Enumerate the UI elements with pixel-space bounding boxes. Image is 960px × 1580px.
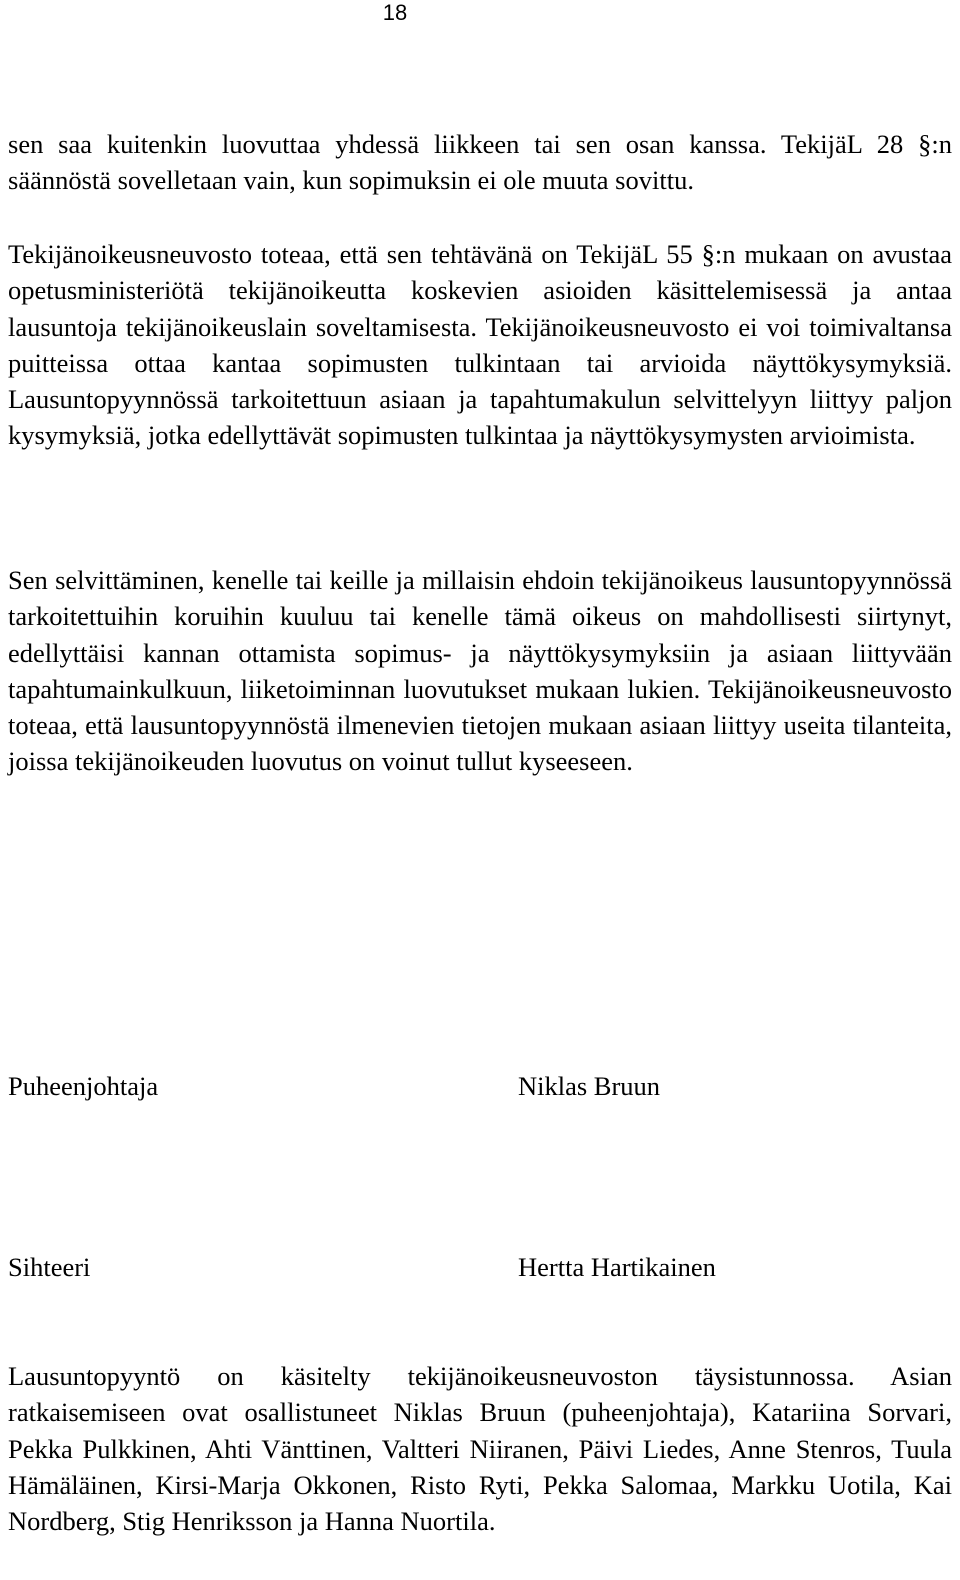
chairperson-role: Puheenjohtaja <box>8 1071 159 1101</box>
paragraph-2: Tekijänoikeusneuvosto toteaa, että sen tehtävänä on TekijäL 55 §:n mukaan on avustaa opetusministeriötä tekijänoikeutta koskevien asioiden käsittelemisessä ja antaa lausuntoja tekijänoikeuslain soveltamisesta. Tekijänoikeusneuvosto ei voi toimivaltansa puitteissa ottaa kantaa sopimusten tulkintaan tai arvioida näyttökysymyksiä. Lausuntopyynnössä tarkoitettuun asiaan ja tapahtumakulun selvittelyyn liittyy paljon kysymyksiä, jotka edellyttävät sopimusten tulkintaa ja näyttökysymysten arvioimista. <box>8 239 952 451</box>
secretary-role: Sihteeri <box>8 1252 91 1282</box>
paragraph-3: Sen selvittäminen, kenelle tai keille ja millaisin ehdoin tekijänoikeus lausuntopyynnössä tarkoitettuihin koruihin kuuluu tai kenelle tämä oikeus on mahdollisesti siirtynyt, edellyttäisi kannan ottamista sopimus- ja näyttökysymyksiin ja asiaan liittyvään tapahtumainkulkuun, liiketoiminnan luovutukset mukaan lukien. Tekijänoikeusneuvosto toteaa, että lausuntopyynnöstä ilmenevien tietojen mukaan asiaan liittyy useita tilanteita, joissa tekijänoikeuden luovutus on voinut tullut kyseeseen. <box>8 565 952 777</box>
closing-paragraph: Lausuntopyyntö on käsitelty tekijänoikeusneuvoston täysistunnossa. Asian ratkaisemiseen ovat osallistuneet Niklas Bruun (puheenjohtaja), Katariina Sorvari, Pekka Pulkkinen, Ahti Vänttinen, Valtteri Niiranen, Päivi Liedes, Anne Stenros, Tuula Hämäläinen, Kirsi-Marja Okkonen, Risto Ryti, Pekka Salomaa, Markku Uotila, Kai Nordberg, Stig Henriksson ja Hanna Nuortila. <box>8 1361 952 1537</box>
chairperson-name: Niklas Bruun <box>518 1071 661 1101</box>
page-number: 18 <box>382 0 408 25</box>
paragraph-1: sen saa kuitenkin luovuttaa yhdessä liikkeen tai sen osan kanssa. TekijäL 28 §:n säännöstä sovelletaan vain, kun sopimuksin ei ole muuta sovittu. <box>8 129 952 196</box>
secretary-name: Hertta Hartikainen <box>518 1252 716 1282</box>
